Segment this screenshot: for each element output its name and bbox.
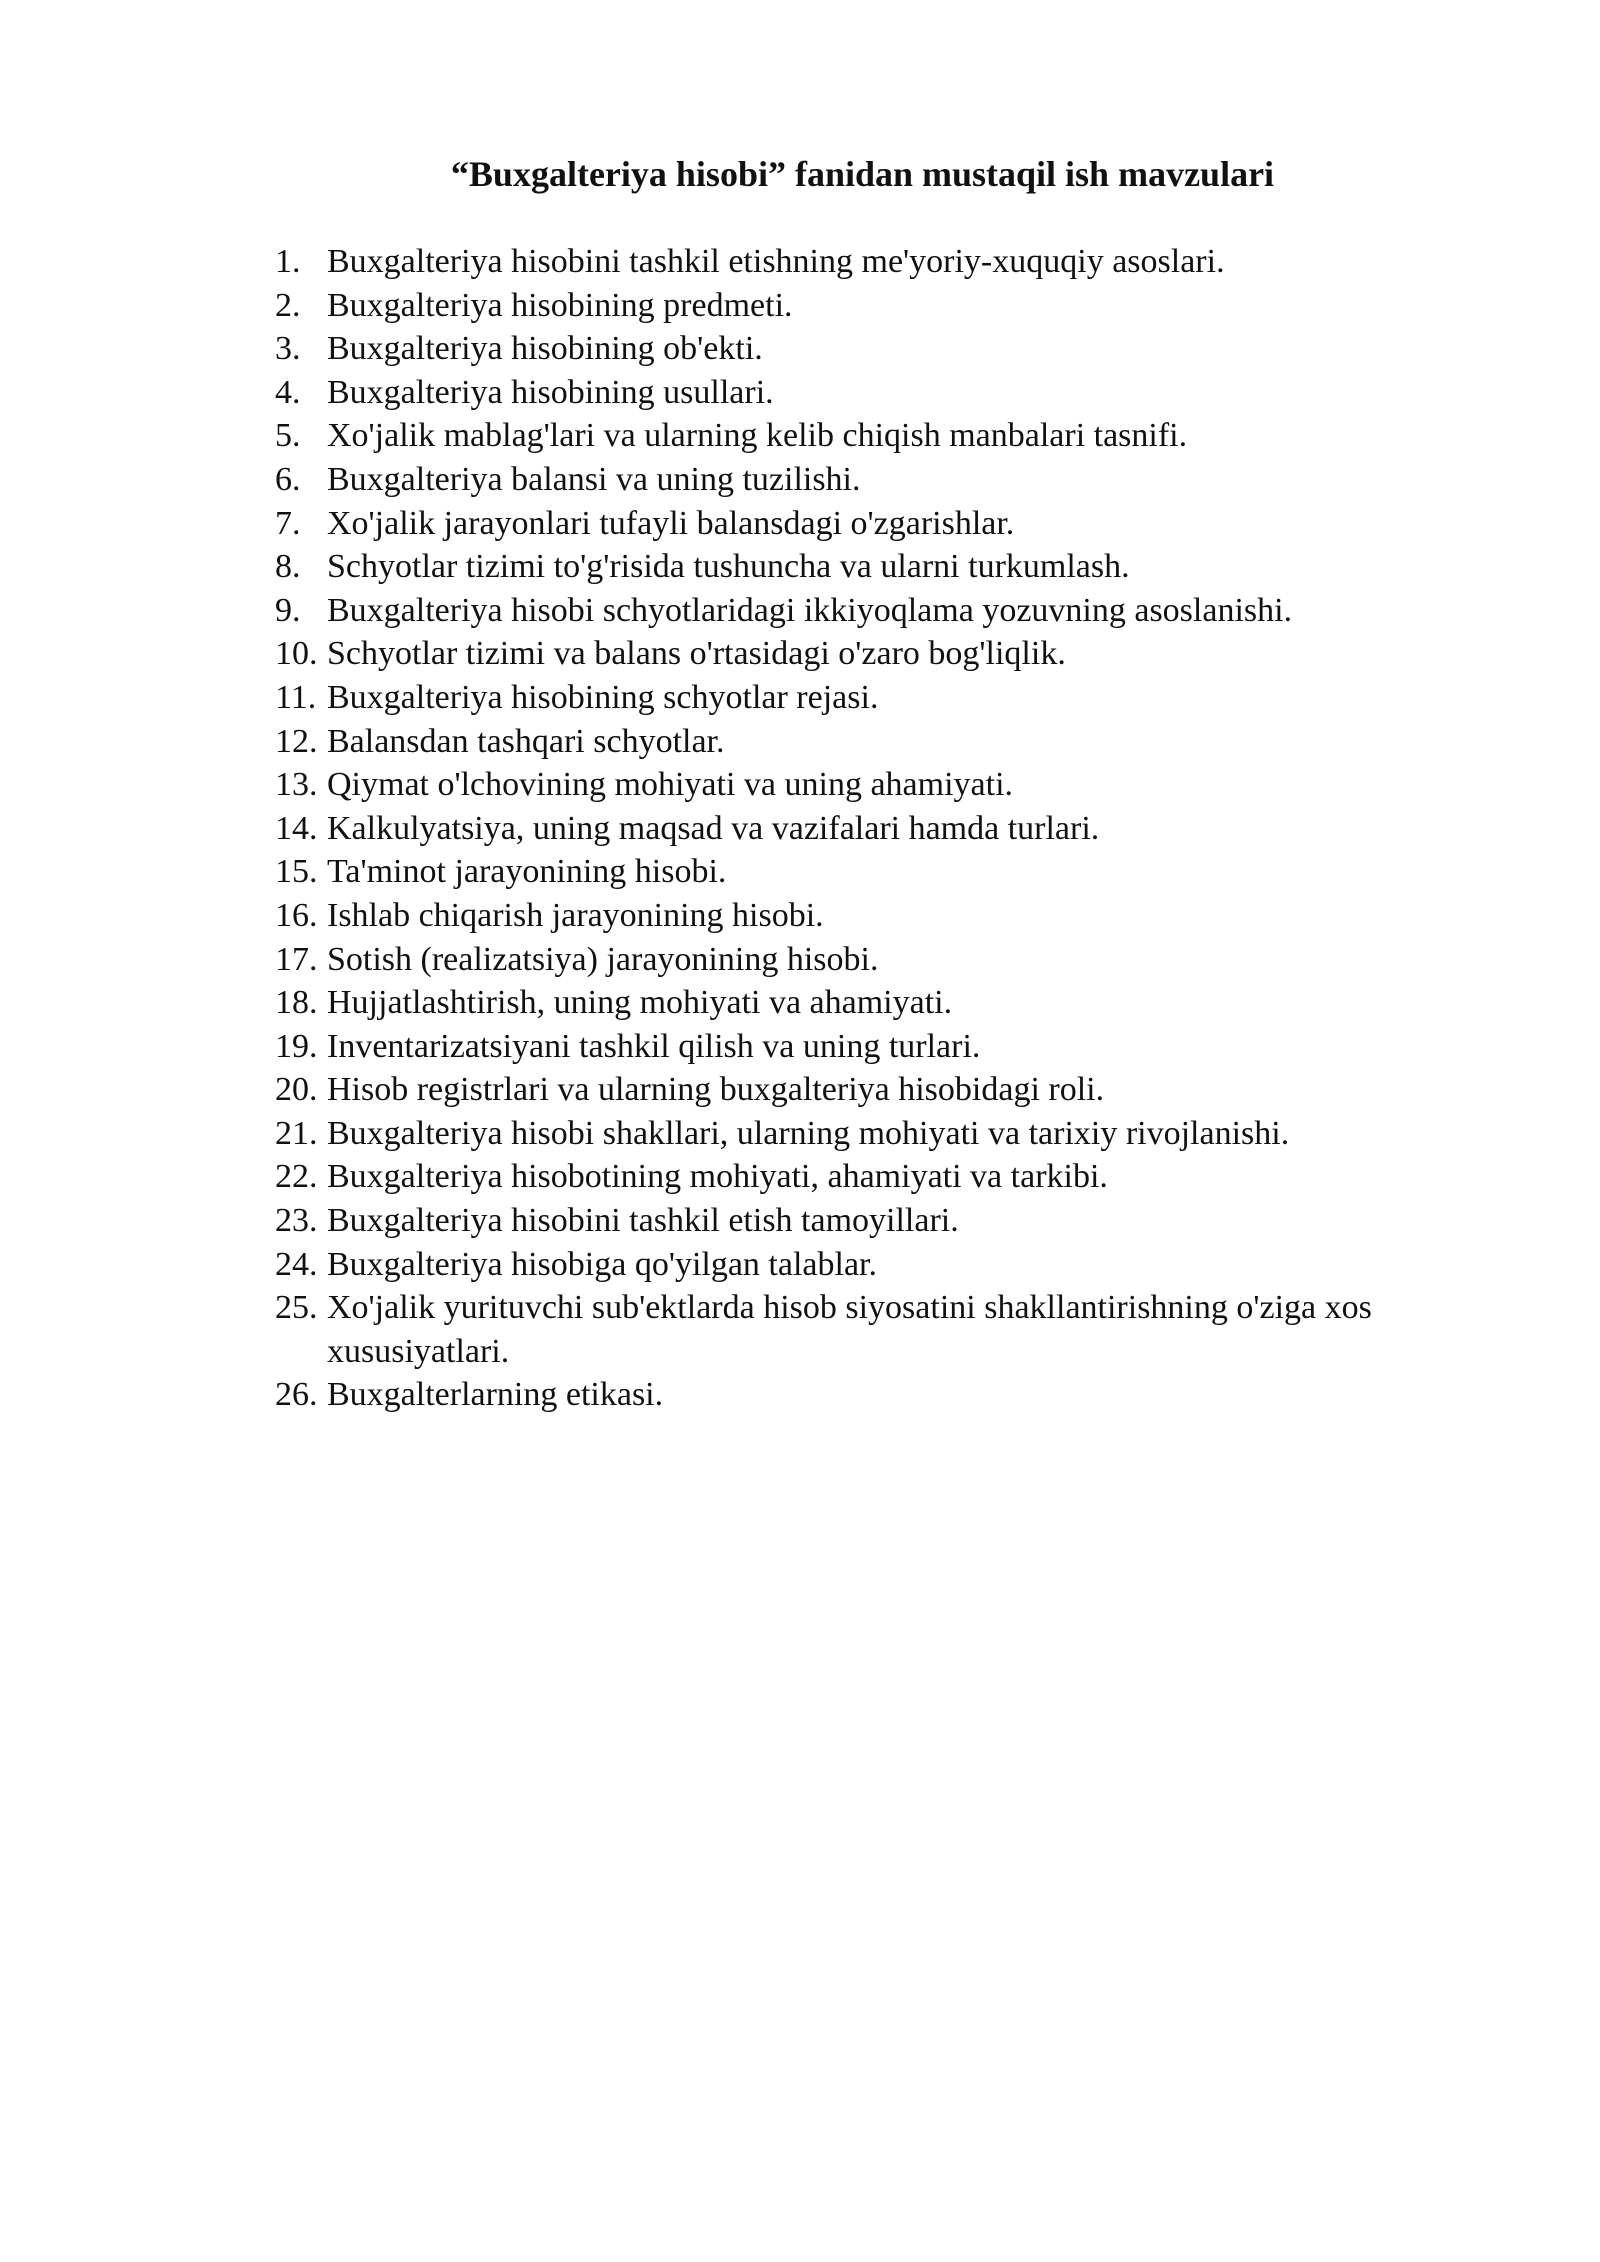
list-item-number: 4.	[275, 373, 301, 411]
list-item-number: 18.	[275, 984, 318, 1022]
list-item-number: 9.	[275, 591, 301, 629]
list-item-number: 10.	[275, 635, 318, 673]
list-item-text: Buxgalteriya hisobi schyotlaridagi ikkiyoqlama yozuvning asoslanishi.	[327, 591, 1293, 629]
list-item	[275, 1025, 1495, 1069]
list-item	[275, 414, 1495, 458]
list-item	[275, 1112, 1495, 1156]
list-item-text: Ta'minot jarayonining hisobi.	[327, 853, 727, 891]
list-item-number: 19.	[275, 1027, 318, 1065]
list-item-number: 5.	[275, 417, 301, 455]
list-item-number: 13.	[275, 766, 318, 804]
list-item-text: Buxgalteriya hisobini tashkil etishning me'yoriy-xuquqiy asoslari.	[327, 243, 1225, 280]
list-item-text: Buxgalteriya balansi va uning tuzilishi.	[327, 460, 861, 498]
list-item-text: Buxgalteriya hisobining schyotlar rejasi.	[327, 678, 879, 716]
list-item-text: Kalkulyatsiya, uning maqsad va vazifalari hamda turlari.	[327, 809, 1100, 847]
list-item-text: Xo'jalik jarayonlari tufayli balansdagi o'zgarishlar.	[327, 504, 1015, 542]
list-item-text: Schyotlar tizimi to'g'risida tushuncha va ularni turkumlash.	[327, 548, 1130, 586]
list-item-text: Buxgalteriya hisobining predmeti.	[327, 286, 793, 324]
list-item	[275, 850, 1495, 894]
list-item-text: Xo'jalik yurituvchi sub'ektlarda hisob siyosatini shakllantirishning o'ziga xos xususiyatlari.	[327, 1289, 1372, 1370]
list-item	[275, 981, 1495, 1025]
list-item	[275, 1243, 1495, 1287]
list-item-text: Buxgalterlarning etikasi.	[327, 1376, 664, 1414]
list-item	[275, 632, 1495, 676]
list-item-number: 3.	[275, 330, 301, 368]
list-item-number: 26.	[275, 1376, 318, 1414]
list-item	[275, 545, 1495, 589]
list-item	[275, 589, 1495, 633]
list-item-text: Inventarizatsiyani tashkil qilish va uning turlari.	[327, 1027, 981, 1065]
list-item-text: Buxgalteriya hisobi shakllari, ularning mohiyati va tarixiy rivojlanishi.	[327, 1114, 1290, 1152]
list-item	[275, 1155, 1495, 1199]
list-item-text: Xo'jalik mablag'lari va ularning kelib chiqish manbalari tasnifi.	[327, 417, 1188, 455]
list-item	[275, 763, 1495, 807]
list-item	[275, 502, 1495, 546]
list-item-text: Buxgalteriya hisobiga qo'yilgan talablar.	[327, 1245, 877, 1283]
list-item-text: Hisob registrlari va ularning buxgalteriya hisobidagi roli.	[327, 1071, 1105, 1109]
list-item-number: 7.	[275, 504, 301, 542]
list-item-text: Schyotlar tizimi va balans o'rtasidagi o'zaro bog'liqlik.	[327, 635, 1066, 673]
list-item-text: Qiymat o'lchovining mohiyati va uning ahamiyati.	[327, 766, 1014, 804]
list-item-text: Balansdan tashqari schyotlar.	[327, 722, 725, 760]
list-item-number: 21.	[275, 1114, 318, 1152]
list-item	[275, 240, 1495, 284]
list-item	[275, 284, 1495, 328]
list-item-number: 11.	[275, 678, 317, 716]
list-item-number: 12.	[275, 722, 318, 760]
list-item-number: 24.	[275, 1245, 318, 1283]
list-item-number: 15.	[275, 853, 318, 891]
list-item	[275, 1199, 1495, 1243]
list-item-number: 20.	[275, 1071, 318, 1109]
list-item	[275, 676, 1495, 720]
list-item-text: Buxgalteriya hisobotining mohiyati, ahamiyati va tarkibi.	[327, 1158, 1108, 1196]
list-item-text: Sotish (realizatsiya) jarayonining hisobi.	[327, 940, 879, 978]
list-item-number: 17.	[275, 940, 318, 978]
list-item-number: 8.	[275, 548, 301, 586]
list-item-number: 22.	[275, 1158, 318, 1196]
list-item-number: 16.	[275, 896, 318, 934]
list-item	[275, 1373, 1495, 1417]
list-item-text: Buxgalteriya hisobining usullari.	[327, 373, 774, 411]
list-item-text: Ishlab chiqarish jarayonining hisobi.	[327, 896, 824, 934]
list-item	[275, 938, 1495, 982]
list-item	[275, 894, 1495, 938]
list-item-text: Buxgalteriya hisobining ob'ekti.	[327, 330, 763, 368]
list-item	[275, 327, 1495, 371]
list-item-number: 25.	[275, 1289, 318, 1327]
list-item-text: Hujjatlashtirish, uning mohiyati va ahamiyati.	[327, 984, 953, 1022]
list-item-number: 2.	[275, 286, 301, 324]
list-item-number: 14.	[275, 809, 318, 847]
document-title: “Buxgalteriya hisobi” fanidan mustaqil ish mavzulari	[450, 154, 1275, 194]
list-item	[275, 807, 1495, 851]
list-item	[275, 1068, 1495, 1112]
list-item	[275, 371, 1495, 415]
list-item	[275, 720, 1495, 764]
list-item	[275, 1286, 1495, 1373]
list-item	[275, 458, 1495, 502]
list-item-text: Buxgalteriya hisobini tashkil etish tamoyillari.	[327, 1202, 959, 1240]
topic-list	[275, 240, 1495, 1417]
list-item-number: 23.	[275, 1202, 318, 1240]
list-item-number: 1.	[275, 243, 301, 280]
list-item-number: 6.	[275, 460, 301, 498]
